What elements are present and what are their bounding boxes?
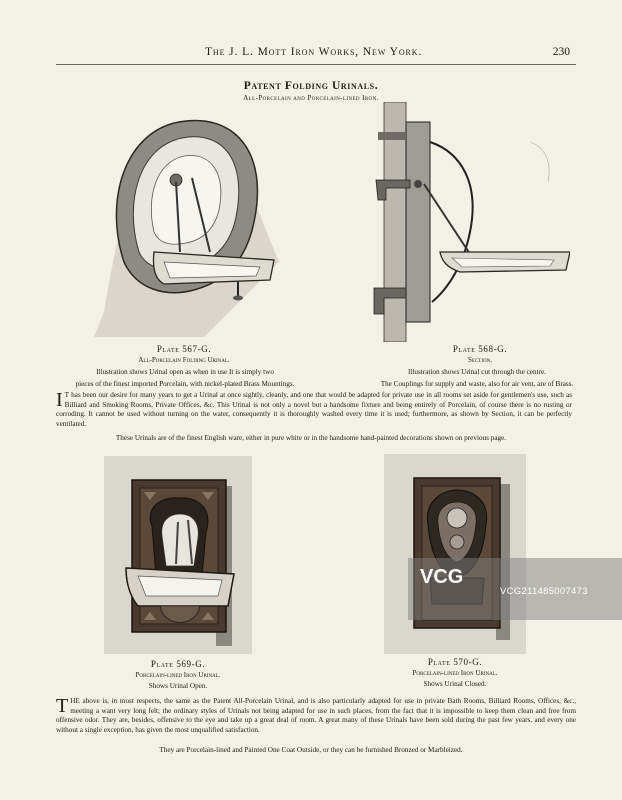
- plate-569-background: [104, 456, 252, 654]
- finish-options: They are Porcelain-lined and Painted One Coat Outside, or they can be furnished Bronzed or Marbleized.: [159, 746, 463, 754]
- plate-569-description: Shows Urinal Open.: [148, 682, 208, 690]
- intro-paragraph: I T has been our desire for many years to get a Urinal at once sightly, cleanly, and one that would be adapted for private use in all rooms set aside for gentlemen's use, such as Billiard and Smoking Rooms, Private Offices, &c. This Urinal is not only a novel but a handsome fixture and being entirely of Porcelain, of course there is no rusting or corroding. It cannot be used without turning on the water, consequently it is thoroughly washed every time it is used; furthermore, as shown by Section, it can be perfectly ventilated.: [56, 389, 572, 428]
- dropcap-t: T: [56, 695, 69, 717]
- plate-570-label: Plate 570-G.: [427, 657, 483, 667]
- plate-570-description: Shows Urinal Closed.: [423, 680, 487, 688]
- plate-570-caption: Porcelain-lined Iron Urinal.: [412, 669, 498, 677]
- dropcap-i: I: [56, 389, 63, 411]
- description-paragraph: THE above is, in most respects, the same as the Patent All-Porcelain Urinal, and is also particularly adapted for use in private Bath Rooms, Billiard Rooms, Offices, &c., meeting a want very long felt; the ordinary styles of Urinals not being adapted for use in such places, from the fact that it is impossible to keep them clean and free from offensive odor. They are, besides, offensive to the eye and take up a great deal of room. A great many of these Urinals have been sold during the past few years, and every one without a single exception, has given the most unqualified satisfaction.: [56, 695, 576, 734]
- illustration-plate-570: [384, 454, 526, 654]
- illustration-plate-567: [84, 112, 284, 340]
- plate-569-caption: Porcelain-lined Iron Urinal.: [135, 671, 221, 679]
- running-head: [0, 46, 622, 62]
- plate-568-description: Illustration shows Urinal cut through the centre. The Couplings for supply and waste, also for air vent, are of Brass.: [380, 368, 574, 388]
- header-rule: [56, 64, 576, 65]
- plate-567-description: Illustration shows Urinal open as when in use It is simply two pieces of the finest imported Porcelain, with nickel-plated Brass Mountings.: [75, 368, 295, 388]
- illustration-plate-568: [370, 102, 570, 342]
- watermark-id: VCG211485007473: [500, 586, 588, 597]
- plate-569-label: Plate 569-G.: [150, 659, 206, 669]
- page-subtitle: All-Porcelain and Porcelain-lined Iron.: [243, 94, 379, 102]
- plate-567-label: Plate 567-G.: [156, 344, 212, 354]
- watermark-logo: VCG: [420, 566, 464, 588]
- plate-570-background: [384, 454, 526, 654]
- watermark-overlay: [408, 558, 622, 620]
- page-number: 230: [552, 46, 570, 58]
- plate-567-caption: All-Porcelain Folding Urinal.: [138, 356, 230, 364]
- plate-568-caption: Section.: [468, 356, 492, 364]
- illustration-plate-569: [104, 456, 252, 654]
- plate-568-label: Plate 568-G.: [452, 344, 508, 354]
- running-title: The J. L. Mott Iron Works, New York.: [205, 46, 423, 58]
- page-title: Patent Folding Urinals.: [243, 80, 379, 92]
- finish-note: These Urinals are of the finest English ware, either in pure white or in the handsome hand-painted decorations shown on previous page.: [115, 434, 507, 442]
